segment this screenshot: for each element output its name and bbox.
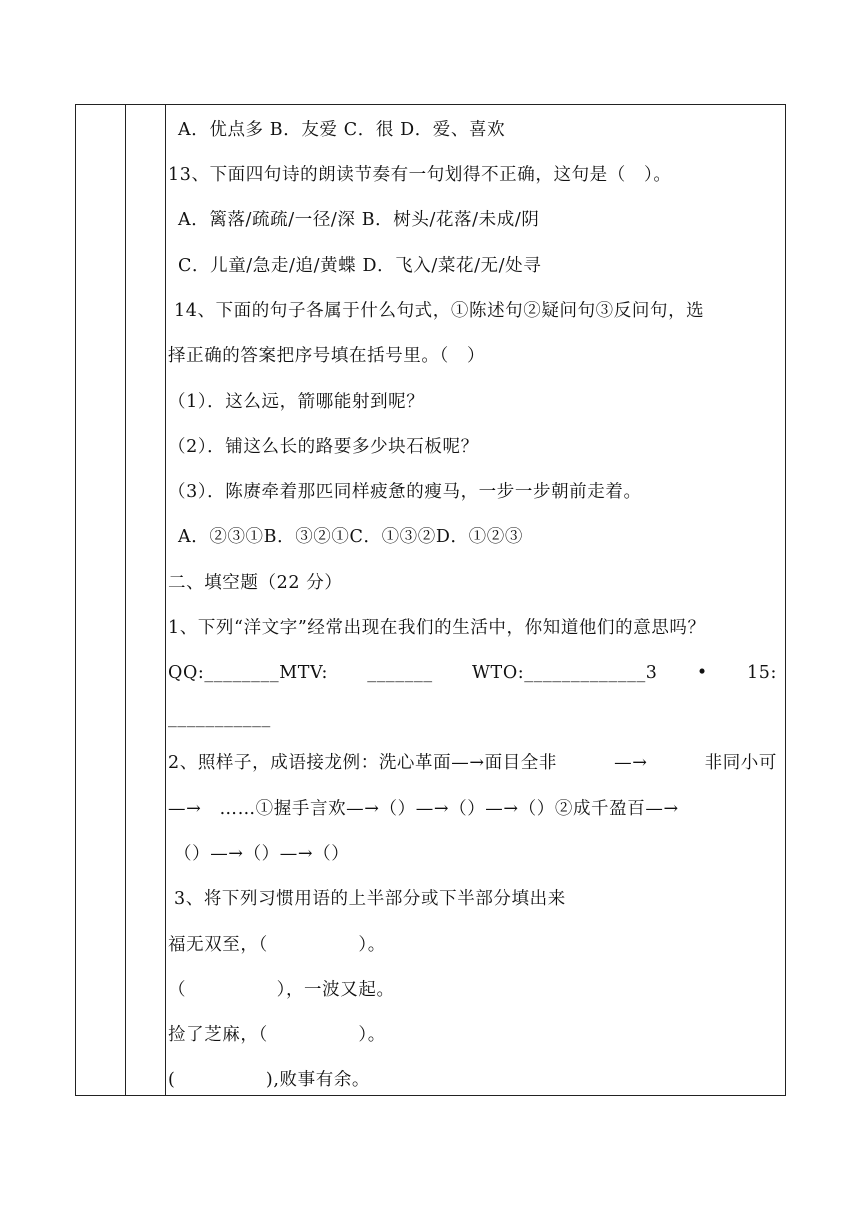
q13-options-ab: A．篱落/疏疏/一径/深 B．树头/花落/未成/阴	[178, 210, 540, 230]
fb3-question: 3、将下列习惯用语的上半部分或下半部分填出来	[174, 889, 566, 909]
q14-sentence-1: （1）．这么远，箭哪能射到呢？	[168, 392, 425, 412]
fb1-blank-315: ___________	[168, 708, 271, 728]
column-divider-1	[125, 105, 126, 1095]
fb1-bullet: •	[696, 663, 708, 683]
fb3-item-4: ( ),败事有余。	[168, 1070, 371, 1090]
fb1-terms-line	[168, 662, 777, 684]
fb3-item-2: （ ），一波又起。	[168, 980, 395, 1000]
table-frame	[75, 104, 786, 1096]
q14-question: 14、下面的句子各属于什么句式，①陈述句②疑问句③反问句，选	[174, 301, 705, 321]
fb2-question: 2、照样子，成语接龙例：洗心革面—→面目全非	[168, 753, 557, 773]
fb2-arrow: —→	[614, 753, 648, 773]
q14-sentence-3: （3）．陈赓牵着那匹同样疲惫的瘦马，一步一步朝前走着。	[168, 482, 642, 502]
fb3-item-3: 捡了芝麻，（ ）。	[168, 1025, 386, 1045]
q13-options-cd: C．儿童/急走/追/黄蝶 D．飞入/菜花/无/处寻	[178, 256, 542, 276]
q13-question: 13、下面四句诗的朗读节奏有一句划得不正确，这句是（ ）。	[168, 165, 672, 185]
q12-options: A．优点多 B．友爱 C．很 D．爱、喜欢	[178, 120, 506, 140]
fb2-example-end: 非同小可	[704, 753, 777, 773]
fb3-item-1: 福无双至，（ ）。	[168, 935, 386, 955]
column-divider-2	[165, 105, 166, 1095]
fb1-question: 1、下列“洋文字”经常出现在我们的生活中，你知道他们的意思吗？	[168, 618, 706, 638]
fb1-term-wto: WTO:_____________3	[471, 663, 658, 683]
fb2-chain-line: —→ ……①握手言欢—→（）—→（）—→（）②成千盈百—→	[168, 799, 679, 819]
fb2-chain-line-2: （）—→（）—→（）	[174, 844, 350, 864]
q14-question-cont: 择正确的答案把序号填在括号里。（ ）	[168, 346, 486, 366]
fb2-question-line	[168, 752, 777, 774]
q14-options: A．②③①B．③②①C．①③②D．①②③	[178, 527, 523, 547]
content-column	[168, 105, 785, 1095]
q14-sentence-2: （2）．铺这么长的路要多少块石板呢？	[168, 437, 479, 457]
section-heading-fill-blank: 二、填空题（22 分）	[168, 573, 343, 593]
fb1-term-315: 15:	[747, 663, 777, 683]
fb1-term-qq-mtv: QQ:________MTV:	[168, 663, 328, 683]
fb1-blank-mtv: _______	[367, 663, 433, 683]
